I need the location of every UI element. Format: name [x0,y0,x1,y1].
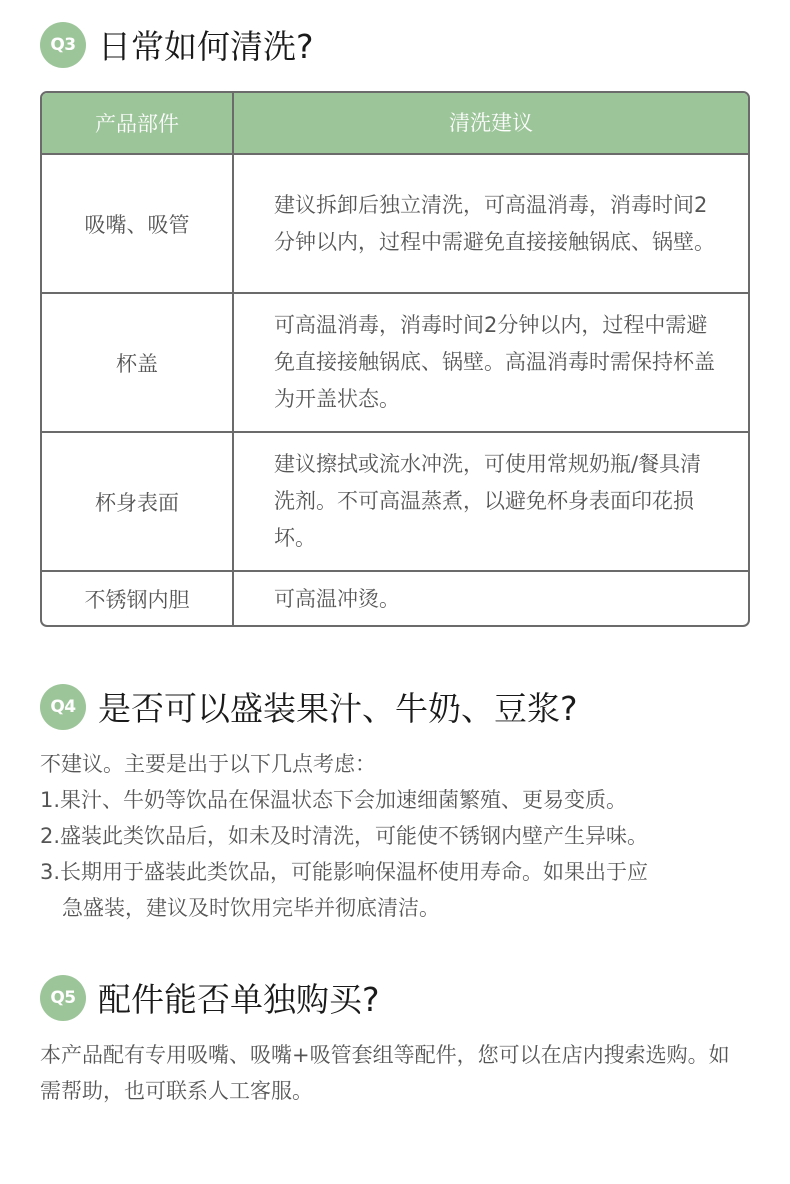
advice-cell: 可高温消毒，消毒时间2分钟以内，过程中需避免直接接触锅底、锅壁。高温消毒时需保持杯盖为开盖状态。 [274,313,715,411]
q4-point-2: 2.盛装此类饮品后，如未及时清洗，可能使不锈钢内壁产生异味。 [40,824,649,848]
table-row [42,431,748,570]
q3-badge: Q3 [40,22,86,68]
header-part: 产品部件 [42,93,234,153]
q5-badge: Q5 [40,975,86,1021]
table-row [42,153,748,292]
q4-point-3-cont: 急盛装，建议及时饮用完毕并彻底清洁。 [62,896,440,920]
q5-heading [40,974,380,1021]
table-header-row [42,93,748,153]
q4-heading [40,683,578,730]
q4-point-3: 3.长期用于盛装此类饮品，可能影响保温杯使用寿命。如果出于应 [40,860,649,884]
part-cell: 杯盖 [42,294,234,431]
part-cell: 杯身表面 [42,433,234,570]
advice-cell: 可高温冲烫。 [274,586,400,611]
q3-heading [40,21,314,68]
q4-point-1: 1.果汁、牛奶等饮品在保温状态下会加速细菌繁殖、更易变质。 [40,788,628,812]
q4-answer [40,746,760,926]
table-row [42,292,748,431]
q4-intro: 不建议。主要是出于以下几点考虑： [40,752,376,776]
part-cell: 吸嘴、吸管 [42,155,234,292]
header-advice: 清洗建议 [449,110,533,135]
advice-cell: 建议擦拭或流水冲洗，可使用常规奶瓶/餐具清洗剂。不可高温蒸煮，以避免杯身表面印花损坏。 [274,452,702,550]
q5-title: 配件能否单独购买? [98,980,380,1019]
table-row [42,570,748,626]
q5-answer: 本产品配有专用吸嘴、吸嘴+吸管套组等配件，您可以在店内搜索选购。如需帮助，也可联系人工客服。 [40,1043,730,1103]
part-cell: 不锈钢内胆 [42,572,234,626]
advice-cell: 建议拆卸后独立清洗，可高温消毒，消毒时间2分钟以内，过程中需避免直接接触锅底、锅壁。 [274,192,715,254]
q4-title: 是否可以盛装果汁、牛奶、豆浆? [98,689,578,728]
q4-badge: Q4 [40,684,86,730]
cleaning-table [40,91,750,627]
q3-title: 日常如何清洗? [98,27,314,66]
